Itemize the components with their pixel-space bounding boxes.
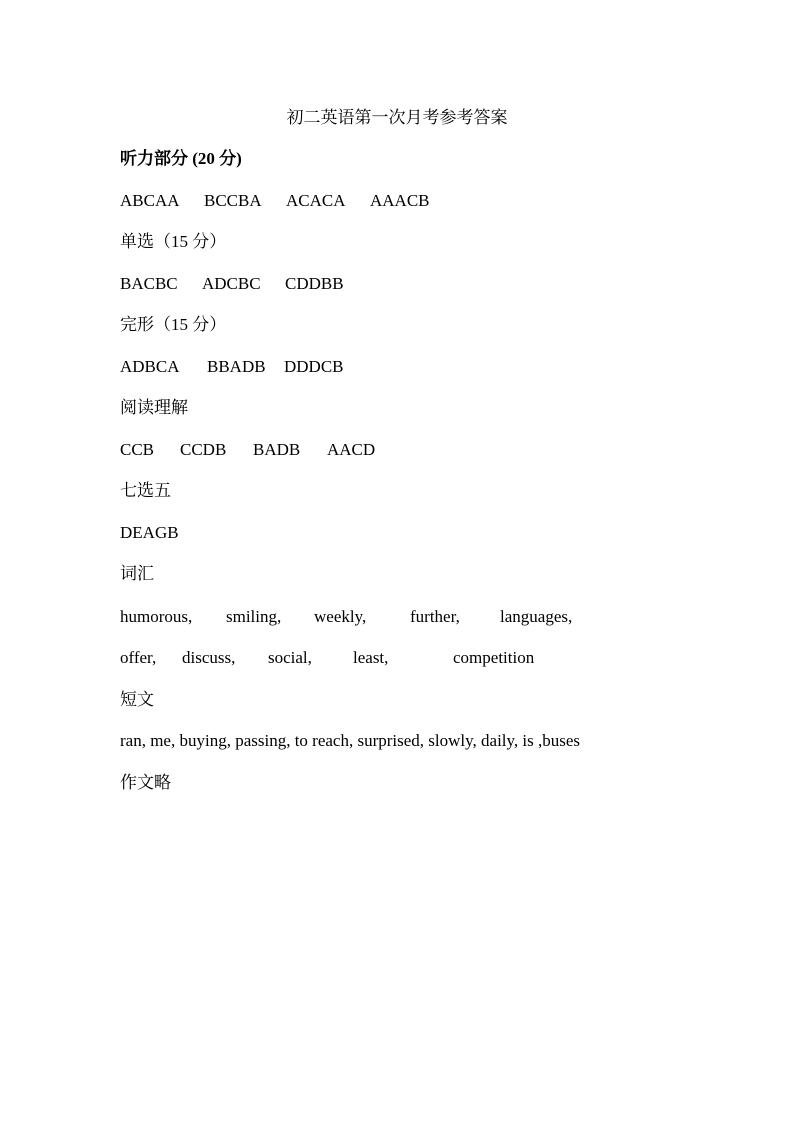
vocabulary-word: weekly, [314,607,367,626]
writing-heading: 作文略 [120,773,171,792]
cloze-heading: 完形（15 分） [120,315,227,334]
short-passage-heading: 短文 [120,690,154,709]
vocabulary-word: smiling, [226,607,282,626]
single-choice-heading: 单选（15 分） [120,232,227,251]
answer-group: ADCBC [202,274,261,293]
seven-five-heading: 七选五 [120,481,171,500]
vocabulary-heading: 词汇 [120,564,154,583]
vocabulary-word: humorous, [120,607,193,626]
vocabulary-word: discuss, [182,648,236,667]
answer-group: ABCAA [120,191,180,210]
answer-group: BBADB [207,357,266,376]
short-passage-answers: ran, me, buying, passing, to reach, surprised, slowly, daily, is ,buses [120,731,581,750]
vocabulary-word: offer, [120,648,157,667]
reading-heading: 阅读理解 [120,398,188,417]
answer-group: BADB [253,440,301,459]
answer-group: ADBCA [120,357,180,376]
vocabulary-word: least, [353,648,389,667]
vocabulary-word: further, [410,607,460,626]
answer-group: BACBC [120,274,178,293]
seven-five-answers: DEAGB [120,523,179,542]
answer-group: ACACA [286,191,346,210]
answer-group: DDDCB [284,357,344,376]
answer-group: AACD [327,440,376,459]
answer-group: CDDBB [285,274,344,293]
page-title: 初二英语第一次月考参考答案 [286,108,508,127]
vocabulary-word: social, [268,648,312,667]
vocabulary-word: competition [453,648,535,667]
answer-group: AAACB [370,191,430,210]
answer-group: BCCBA [204,191,262,210]
answer-group: CCDB [180,440,227,459]
listening-heading: 听力部分 (20 分) [120,149,242,168]
answer-group: CCB [120,440,155,459]
vocabulary-word: languages, [500,607,573,626]
